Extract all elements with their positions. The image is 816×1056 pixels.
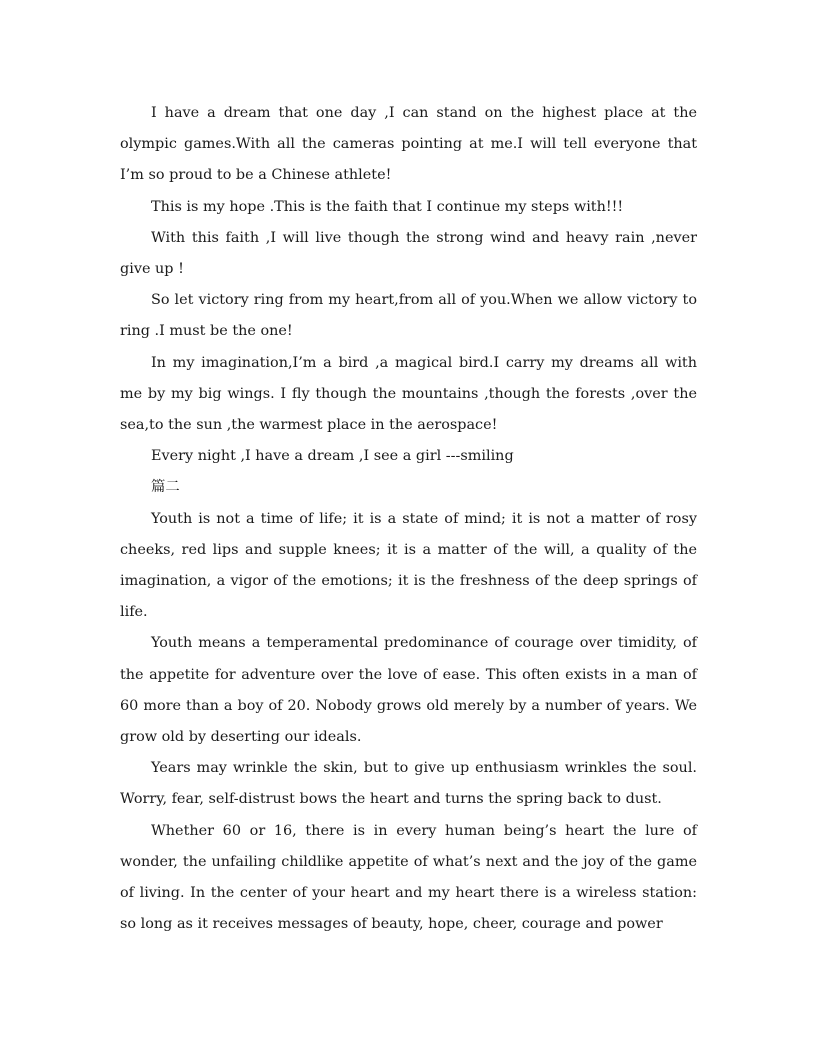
paragraph-victory: So let victory ring from my heart,from all of you.When we allow victory to ring .I must be the one! [120,292,697,340]
paragraph-hope: This is my hope .This is the faith that I continue my steps with!!! [151,198,624,215]
paragraph-wireless-station: Whether 60 or 16, there is in every human being’s heart the lure of wonder, the unfailing childlike appetite of what’s next and the joy of the game of living. In the center of your heart and my heart there is a wireless station: so long as it receives messages of beauty, hope, cheer, courage and power [120,822,697,933]
paragraph-youth-courage: Youth means a temperamental predominance of courage over timidity, of the appetite for adventure over the love of ease. This often exists in a man of 60 more than a boy of 20. Nobody grows old merely by a number of years. We grow old by deserting our ideals. [120,635,697,746]
paragraph-youth-state-of-mind: Youth is not a time of life; it is a state of mind; it is not a matter of rosy cheeks, red lips and supple knees; it is a matter of the will, a quality of the imagination, a vigor of the emotions; it is the freshness of the deep springs of life. [120,510,697,621]
paragraph-wrinkles: Years may wrinkle the skin, but to give up enthusiasm wrinkles the soul. Worry, fear, self-distrust bows the heart and turns the spring back to dust. [120,760,697,808]
document-page [120,98,697,940]
paragraph-faith: With this faith ,I will live though the strong wind and heavy rain ,never give up ! [120,229,697,278]
paragraph-bird: In my imagination,I’m a bird ,a magical bird.I carry my dreams all with me by my big wings. I fly though the mountains ,though the forests ,over the sea,to the sun ,the warmest place in the aerospace! [120,354,697,434]
paragraph-every-night: Every night ,I have a dream ,I see a girl ---smiling [151,448,514,465]
section-heading: 篇二 [151,479,180,496]
paragraph-dream: I have a dream that one day ,I can stand on the highest place at the olympic games.With all the cameras pointing at me.I will tell everyone that I’m so proud to be a Chinese athlete! [120,105,697,184]
